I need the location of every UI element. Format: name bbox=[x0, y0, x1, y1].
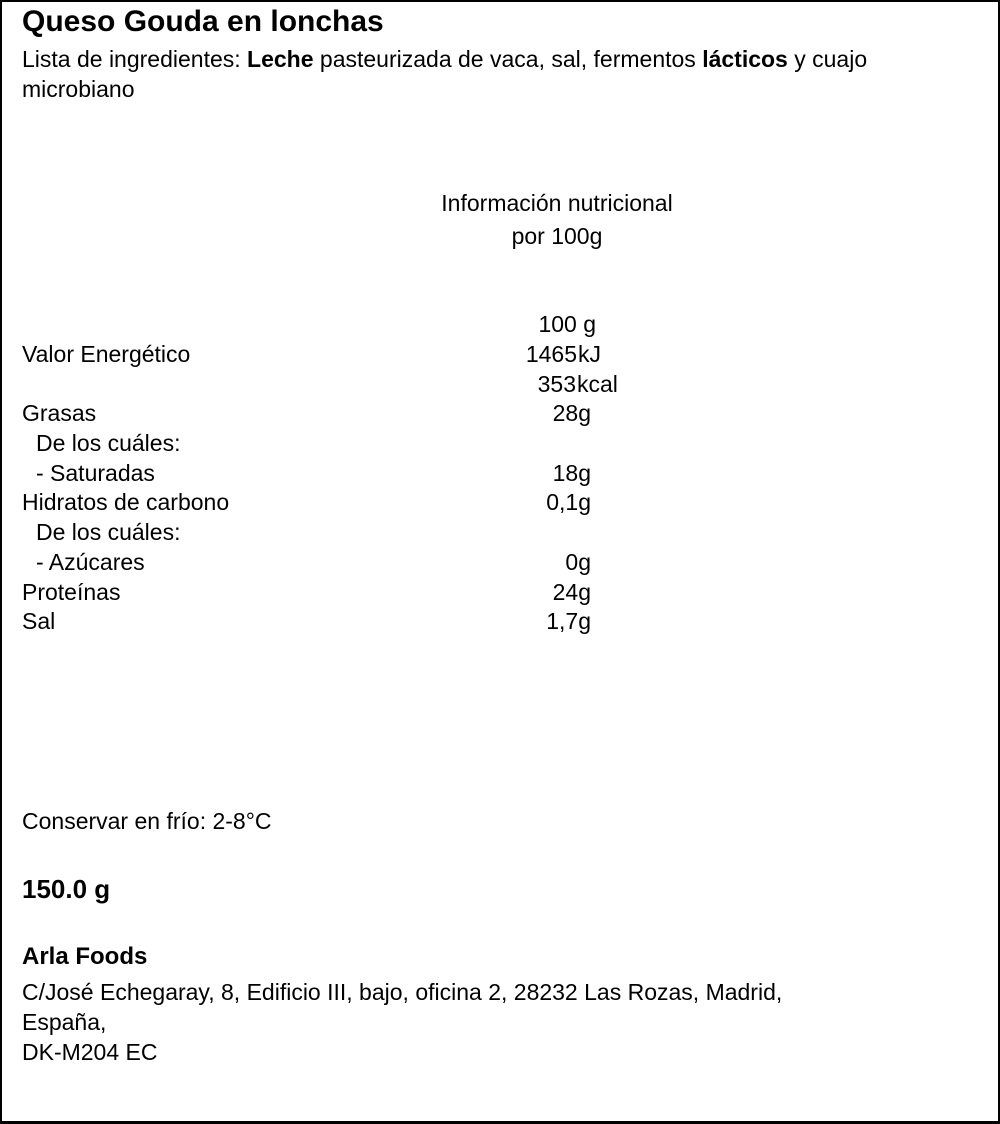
nutrient-value-saturated: 18g bbox=[552, 460, 591, 486]
nutrient-label-salt: Sal bbox=[22, 608, 56, 634]
nutrition-column-header: 100 g bbox=[538, 311, 596, 337]
address-line-1: C/José Echegaray, 8, Edificio III, bajo, oficina 2, 28232 Las Rozas, Madrid, bbox=[22, 979, 783, 1005]
nutrient-value-protein: 24g bbox=[552, 579, 591, 605]
storage-instructions: Conservar en frío: 2-8°C bbox=[22, 808, 272, 834]
energy-kcal-value: 353 bbox=[537, 371, 576, 397]
ingredient-allergen-lactic: lácticos bbox=[702, 46, 788, 72]
nutrient-label-carbs: Hidratos de carbono bbox=[22, 489, 230, 515]
company-address bbox=[22, 977, 922, 1067]
nutrient-sublabel: De los cuáles: bbox=[36, 519, 181, 545]
energy-kj-value: 1465 bbox=[525, 341, 577, 367]
net-weight: 150.0 g bbox=[22, 874, 111, 904]
energy-kj-unit: kJ bbox=[578, 341, 601, 367]
nutrient-label-sugars: - Azúcares bbox=[36, 549, 145, 575]
ingredient-allergen-milk: Leche bbox=[247, 46, 314, 72]
nutrient-label-saturated: - Saturadas bbox=[36, 460, 155, 486]
ingredient-text: y cuajo microbiano bbox=[22, 46, 868, 102]
nutrition-subheading: por 100g bbox=[511, 223, 603, 249]
nutrient-value-carbs: 0,1g bbox=[546, 489, 591, 515]
product-title: Queso Gouda en lonchas bbox=[22, 5, 384, 38]
health-mark-code: DK-M204 EC bbox=[22, 1039, 158, 1065]
nutrient-value-sugars: 0g bbox=[565, 549, 591, 575]
nutrient-sublabel: De los cuáles: bbox=[36, 430, 181, 456]
nutrient-value-fat: 28g bbox=[552, 400, 591, 426]
address-line-2: España, bbox=[22, 1009, 107, 1035]
energy-kcal-unit: kcal bbox=[577, 371, 618, 397]
ingredients-label: Lista de ingredientes: bbox=[22, 46, 241, 72]
nutrition-heading: Información nutricional bbox=[441, 190, 673, 216]
nutrient-value-salt: 1,7g bbox=[546, 608, 591, 634]
nutrient-label-fat: Grasas bbox=[22, 400, 97, 426]
ingredient-text: pasteurizada de vaca, sal, fermentos bbox=[313, 46, 703, 72]
ingredients-text bbox=[22, 44, 942, 104]
energy-label: Valor Energético bbox=[22, 341, 191, 367]
nutrient-label-protein: Proteínas bbox=[22, 579, 121, 605]
company-name: Arla Foods bbox=[22, 943, 148, 970]
